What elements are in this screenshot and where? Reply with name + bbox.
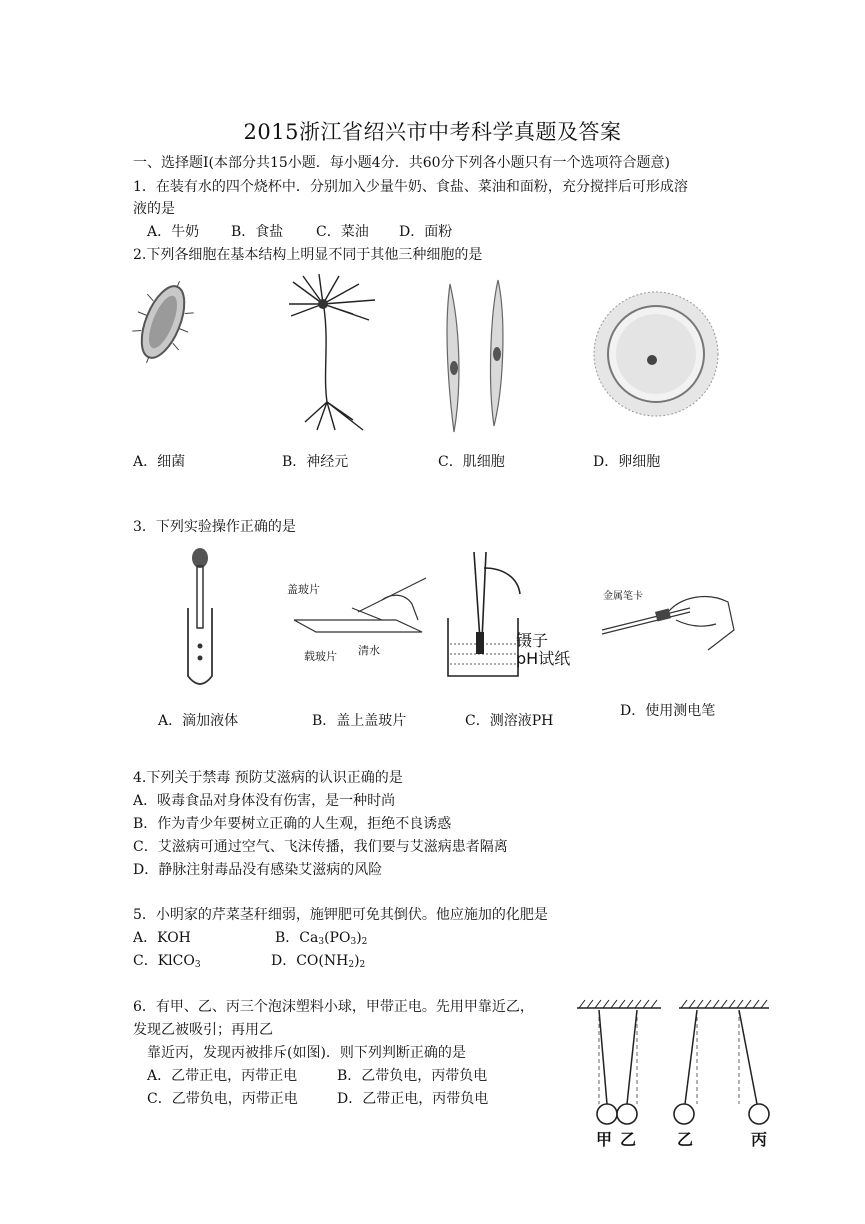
- label-water: 清水: [358, 644, 380, 657]
- label-ph-paper: pH试纸: [516, 649, 571, 668]
- egg-cell-figure: [590, 288, 722, 420]
- q6-option-b: B．乙带负电，丙带负电: [337, 1068, 488, 1084]
- label-metal-tip: 金属笔卡: [603, 591, 643, 602]
- q1-option-d: D．面粉: [399, 224, 453, 240]
- q4-option-d: D．静脉注射毒品没有感染艾滋病的风险: [133, 862, 383, 878]
- q1-option-b: B．食盐: [231, 224, 284, 240]
- q3-option-c: C．测溶液PH: [465, 713, 554, 729]
- q2-option-b: B．神经元: [282, 454, 349, 470]
- label-slide: 载玻片: [304, 650, 337, 663]
- q6-stem-line3: 靠近丙，发现丙被排斥(如图)．则下列判断正确的是: [147, 1045, 466, 1061]
- neuron-figure: [283, 274, 383, 434]
- q4-option-c: C．艾滋病可通过空气、飞沫传播，我们要与艾滋病患者隔离: [133, 839, 508, 855]
- q5-option-c: C．KlCO$_3$: [133, 953, 201, 970]
- q6-stem-line1: 6．有甲、乙、丙三个泡沫塑料小球，甲带正电。先用甲靠近乙，: [133, 999, 534, 1015]
- label-cover-glass: 盖玻片: [287, 583, 320, 596]
- ball-label-jia: 甲: [596, 1130, 613, 1149]
- q6-option-c: C．乙带负电，丙带正电: [147, 1091, 298, 1107]
- q4-option-a: A．吸毒食品对身体没有伤害，是一种时尚: [133, 793, 396, 809]
- page-title: 2015浙江省绍兴市中考科学真题及答案: [243, 120, 622, 144]
- q2-option-d: D．卵细胞: [593, 454, 661, 470]
- label-tweezers: 镊子: [516, 631, 549, 650]
- q3-option-d: D．使用测电笔: [620, 703, 716, 719]
- q6-option-a: A．乙带正电，丙带正电: [147, 1068, 298, 1084]
- q3-stem: 3．下列实验操作正确的是: [133, 519, 296, 535]
- q2-stem: 2.下列各细胞在基本结构上明显不同于其他三种细胞的是: [133, 247, 483, 263]
- section-heading: 一、选择题Ⅰ(本部分共15小题．每小题4分．共60分下列各小题只有一个选项符合题意): [133, 155, 670, 171]
- q2-option-c: C．肌细胞: [438, 454, 505, 470]
- q5-option-b: B．$Ca_3(PO_3)_2$: [275, 930, 368, 947]
- ph-test-figure: [444, 548, 524, 683]
- ball-label-yi-left: 乙: [620, 1130, 637, 1149]
- q3-option-b: B．盖上盖玻片: [312, 713, 407, 729]
- q4-stem: 4.下列关于禁毒 预防艾滋病的认识正确的是: [133, 770, 403, 786]
- q5-stem: 5．小明家的芹菜茎秆细弱，施钾肥可免其倒伏。他应施加的化肥是: [133, 907, 548, 923]
- muscle-cell-figure: [436, 276, 516, 436]
- q2-option-a: A．细菌: [133, 454, 186, 470]
- q1-stem-line1: 1．在装有水的四个烧杯中．分别加入少量牛奶、食盐、菜油和面粉，充分搅拌后可形成溶: [133, 179, 688, 195]
- q5-option-a: A．KOH: [133, 930, 191, 946]
- q3-option-a: A．滴加液体: [158, 713, 239, 729]
- q1-option-a: A．牛奶: [147, 224, 200, 240]
- charged-balls-figure: [571, 994, 777, 1146]
- q6-option-d: D．乙带正电，丙带负电: [337, 1091, 489, 1107]
- ball-label-bing: 丙: [751, 1130, 768, 1149]
- q6-stem-line2: 发现乙被吸引；再用乙: [133, 1022, 273, 1038]
- q4-option-b: B．作为青少年要树立正确的人生观，拒绝不良诱惑: [133, 816, 452, 832]
- bacterium-figure: [128, 276, 198, 368]
- dropping-liquid-figure: [180, 546, 220, 690]
- q5-option-d: D．$CO(NH_2)_2$: [271, 953, 366, 970]
- ball-label-yi-right: 乙: [677, 1130, 694, 1149]
- q1-option-c: C．菜油: [316, 224, 369, 240]
- q1-stem-line2: 液的是: [133, 201, 175, 217]
